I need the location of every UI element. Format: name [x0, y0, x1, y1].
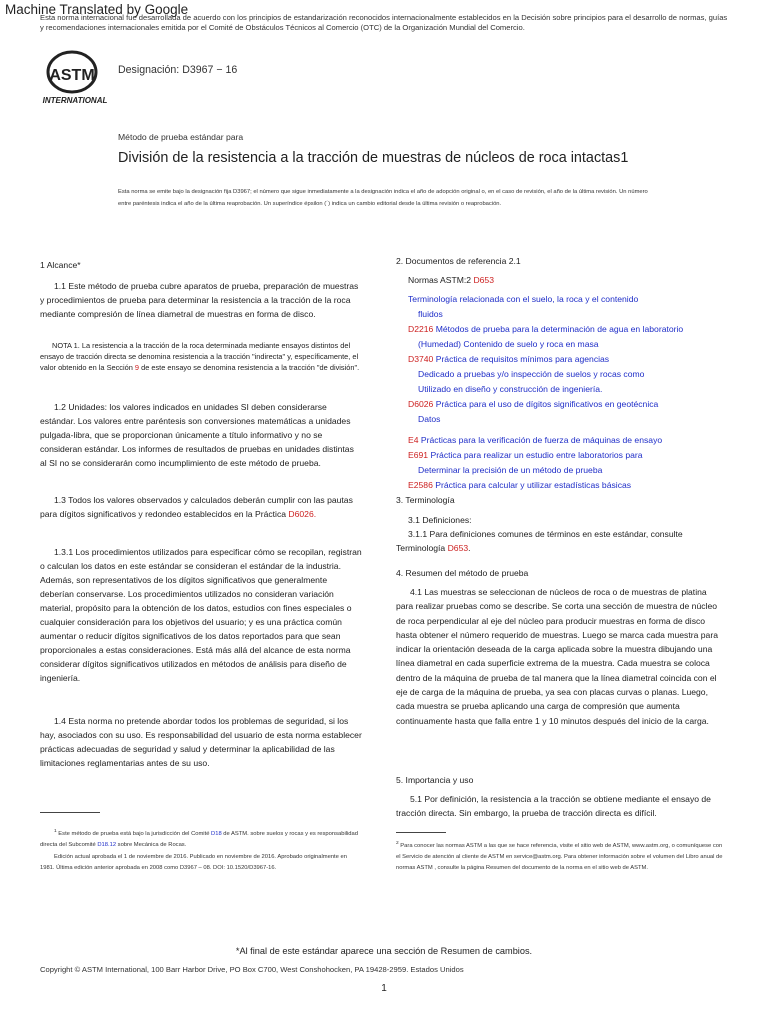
para-3-1: 3.1 Definiciones: — [408, 515, 472, 525]
d18-12-link[interactable]: D18.12 — [97, 841, 117, 848]
issuance-note: Esta norma se emite bajo la designación fija D3967; el número que sigue inmediatamente a la designación indica el año de adopción original o, en el caso de revisión, el año de la última revisión. Un número entre paréntesis indica el año de la última reaprobación. Un superíndice épsilon (´) indica un cambio editorial desde la última revisión o reaprobación. — [118, 189, 648, 207]
reference-list — [396, 292, 726, 493]
section-2-heading: 2. Documentos de referencia 2.1 — [396, 256, 521, 266]
para-1-3-1: 1.3.1 Los procedimientos utilizados para especificar cómo se recopilan, registran o calculan los datos en este estándar se consideran el estándar de la industria. Además, son representativos de los dígitos significativos que generalmente deberían conservarse. Los procedimientos utilizados no consideran variación material, propósito para la obtención de los datos, estudios con fines especiales o cualquier consideración para los objetivos del usuario; y es una práctica común aumentar o reducir dígitos significativos de los datos reportados para que sean proporcionales a estas consideraciones. Está más allá del alcance de esta norma considerar dígitos significativos utilizados en métodos de análisis para diseño de ingeniería. — [40, 547, 362, 683]
d18-link[interactable]: D18 — [211, 830, 222, 837]
note-1: NOTA 1. La resistencia a la tracción de la roca determinada mediante ensayos distintos del ensayo de tracción directa se denomina resistencia a la tracción "indirecta" y, específicamente, el valor obtenido en la Sección 9 de este ensayo se denomina resistencia a la tracción "de división". — [40, 341, 360, 372]
footnote-1: $^1$ Este método de prueba está bajo la jurisdicción del Comité D18 de ASTM. sobre suelos y rocas y es responsabilidad directa del Subcomité D18.12 sobre Mecánica de Rocas. — [40, 829, 358, 848]
ref-line[interactable]: D2216 Métodos de prueba para la determinación de agua en laboratorio — [408, 324, 684, 334]
para-5-1: 5.1 Por definición, la resistencia a la tracción se obtiene mediante el ensayo de tracción directa. Sin embargo, la prueba de tracción directa es difícil. — [396, 794, 711, 818]
copyright: Copyright © ASTM International, 100 Barr Harbor Drive, PO Box C700, West Conshohocken, PA 19428-2959. Estados Unidos — [40, 965, 464, 974]
ref-line[interactable]: (Humedad) Contenido de suelo y roca en masa — [418, 339, 599, 349]
footnote-divider-right — [396, 832, 446, 833]
ref-line[interactable]: D3740 Práctica de requisitos mínimos para agencias — [408, 354, 610, 364]
para-1-2: 1.2 Unidades: los valores indicados en unidades SI deben considerarse estándar. Los valores entre paréntesis son conversiones matemáticas a unidades pulgada-libra, que se proporcionan únicamente a título informativo y no se consideran estándar. Los informes de resultados de pruebas en unidades distintas al SI no se considerarán como incumplimiento de este método de prueba. — [40, 402, 354, 468]
d6026-link[interactable]: D6026. — [288, 509, 317, 519]
ref-line[interactable]: E4 Prácticas para la verificación de fuerza de máquinas de ensayo — [408, 435, 663, 445]
footnote-2: $^2$ Para conocer las normas ASTM a las que se hace referencia, visite el sitio web de ASTM, www.astm.org, o comuníquese con el Servicio de atención al cliente de ASTM en service@astm.org. Para obtener información sobre el volumen del Libro anual de normas ASTM , consulte la página Resumen del documento de la norma en el sitio web de ASTM. — [396, 841, 723, 871]
para-4-1: 4.1 Las muestras se seleccionan de núcleos de roca o de muestras de platina para realizar pruebas como se describe. Se corta una sección de muestra de núcleo de roca perpendicular al eje del núcleo para producir muestras en forma de disco hasta obtener el número requerido de muestras. Luego se marca cada muestra para indicar la orientación deseada de la carga aplicada sobre la muestra dibujando una línea diametral en cada superficie extrema de la muestra. Cada muestra se coloca dentro de la máquina de prueba de tal manera que la línea diametral coincida con el eje de carga de la máquina de prueba, ya sea con placas curvas o planas. Luego, cada muestra se prueba aplicando una carga de compresión que aumenta continuamente hasta que falla entre 1 y 10 minutos después del inicio de la carga. — [396, 587, 718, 726]
ref-line[interactable]: E2586 Práctica para calcular y utilizar estadísticas básicas — [408, 480, 632, 490]
footnote-divider-left — [40, 812, 100, 813]
ref-line[interactable]: Datos — [418, 414, 441, 424]
ref-line[interactable]: fluidos — [418, 309, 443, 319]
logo-word: INTERNATIONAL — [42, 96, 108, 105]
astm-logo-icon — [40, 50, 112, 106]
d653-link-2[interactable]: D653 — [447, 543, 469, 553]
ref-line[interactable]: Determinar la precisión de un método de prueba — [418, 465, 603, 475]
ref-line[interactable]: Terminología relacionada con el suelo, la roca y el contenido — [408, 294, 639, 304]
section-9-link[interactable]: 9 — [134, 363, 140, 372]
astm-logo — [40, 50, 112, 106]
logo-letters: ASTM — [49, 67, 95, 84]
document-title: División de la resistencia a la tracción de muestras de núcleos de roca intactas1 — [118, 150, 629, 166]
para-1-4: 1.4 Esta norma no pretende abordar todos los problemas de seguridad, si los hay, asociados con su uso. Es responsabilidad del usuario de esta norma establecer prácticas adecuadas de seguridad y salud y determinar la aplicabilidad de las limitaciones reglamentarias antes de su uso. — [40, 716, 362, 768]
page-number: 1 — [381, 983, 387, 994]
ref-line[interactable]: Dedicado a pruebas y/o inspección de suelos y rocas como — [418, 369, 645, 379]
section-1-heading: 1 Alcance* — [40, 260, 81, 270]
summary-of-changes-note: *Al final de este estándar aparece una sección de Resumen de cambios. — [235, 946, 533, 956]
d653-link[interactable]: D653 — [473, 275, 494, 285]
designation: Designación: D3967 − 16 — [118, 64, 238, 76]
machine-translation-banner: Machine Translated by Google — [5, 2, 189, 17]
section-4-heading: 4. Resumen del método de prueba — [396, 568, 529, 578]
para-1-3: 1.3 Todos los valores observados y calculados deberán cumplir con las pautas para dígitos significativos y redondeo establecidos en la Práctica D6026. — [40, 495, 353, 519]
top-note: Esta norma internacional fue desarrollada de acuerdo con los principios de estandarización reconocidos internacionalmente establecidos en la Decisión sobre principios para el desarrollo de normas, guías y recomendaciones internacionales emitida por el Comité de Obstáculos Técnicos al Comercio (OTC) de la Organización Mundial del Comercio. — [40, 13, 728, 32]
ref-line[interactable]: E691 Práctica para realizar un estudio entre laboratorios para — [408, 450, 643, 460]
section-3-heading: 3. Terminología — [396, 495, 455, 505]
astm-norms-label: Normas ASTM:2 D653 — [408, 275, 494, 285]
ref-line[interactable]: D6026 Práctica para el uso de dígitos significativos en geotécnica — [408, 399, 659, 409]
para-1-1: 1.1 Este método de prueba cubre aparatos de prueba, preparación de muestras y procedimientos de prueba para determinar la resistencia a la tracción de la roca mediante compresión de línea diametral de muestras en forma de disco. — [40, 281, 359, 319]
section-5-heading: 5. Importancia y uso — [396, 775, 474, 785]
ref-line[interactable]: Utilizado en diseño y construcción de ingeniería. — [418, 384, 603, 394]
standard-type: Método de prueba estándar para — [118, 132, 244, 142]
para-3-1-1: 3.1.1 Para definiciones comunes de términos en este estándar, consulte Terminología D653. — [396, 529, 683, 553]
footnote-1-edition: Edición actual aprobada el 1 de noviembre de 2016. Publicado en noviembre de 2016. Aprobado originalmente en 1981. Última edición anterior aprobada en 2008 como D3967 – 08. DOI: 10.1520/D3967-16. — [40, 854, 347, 871]
